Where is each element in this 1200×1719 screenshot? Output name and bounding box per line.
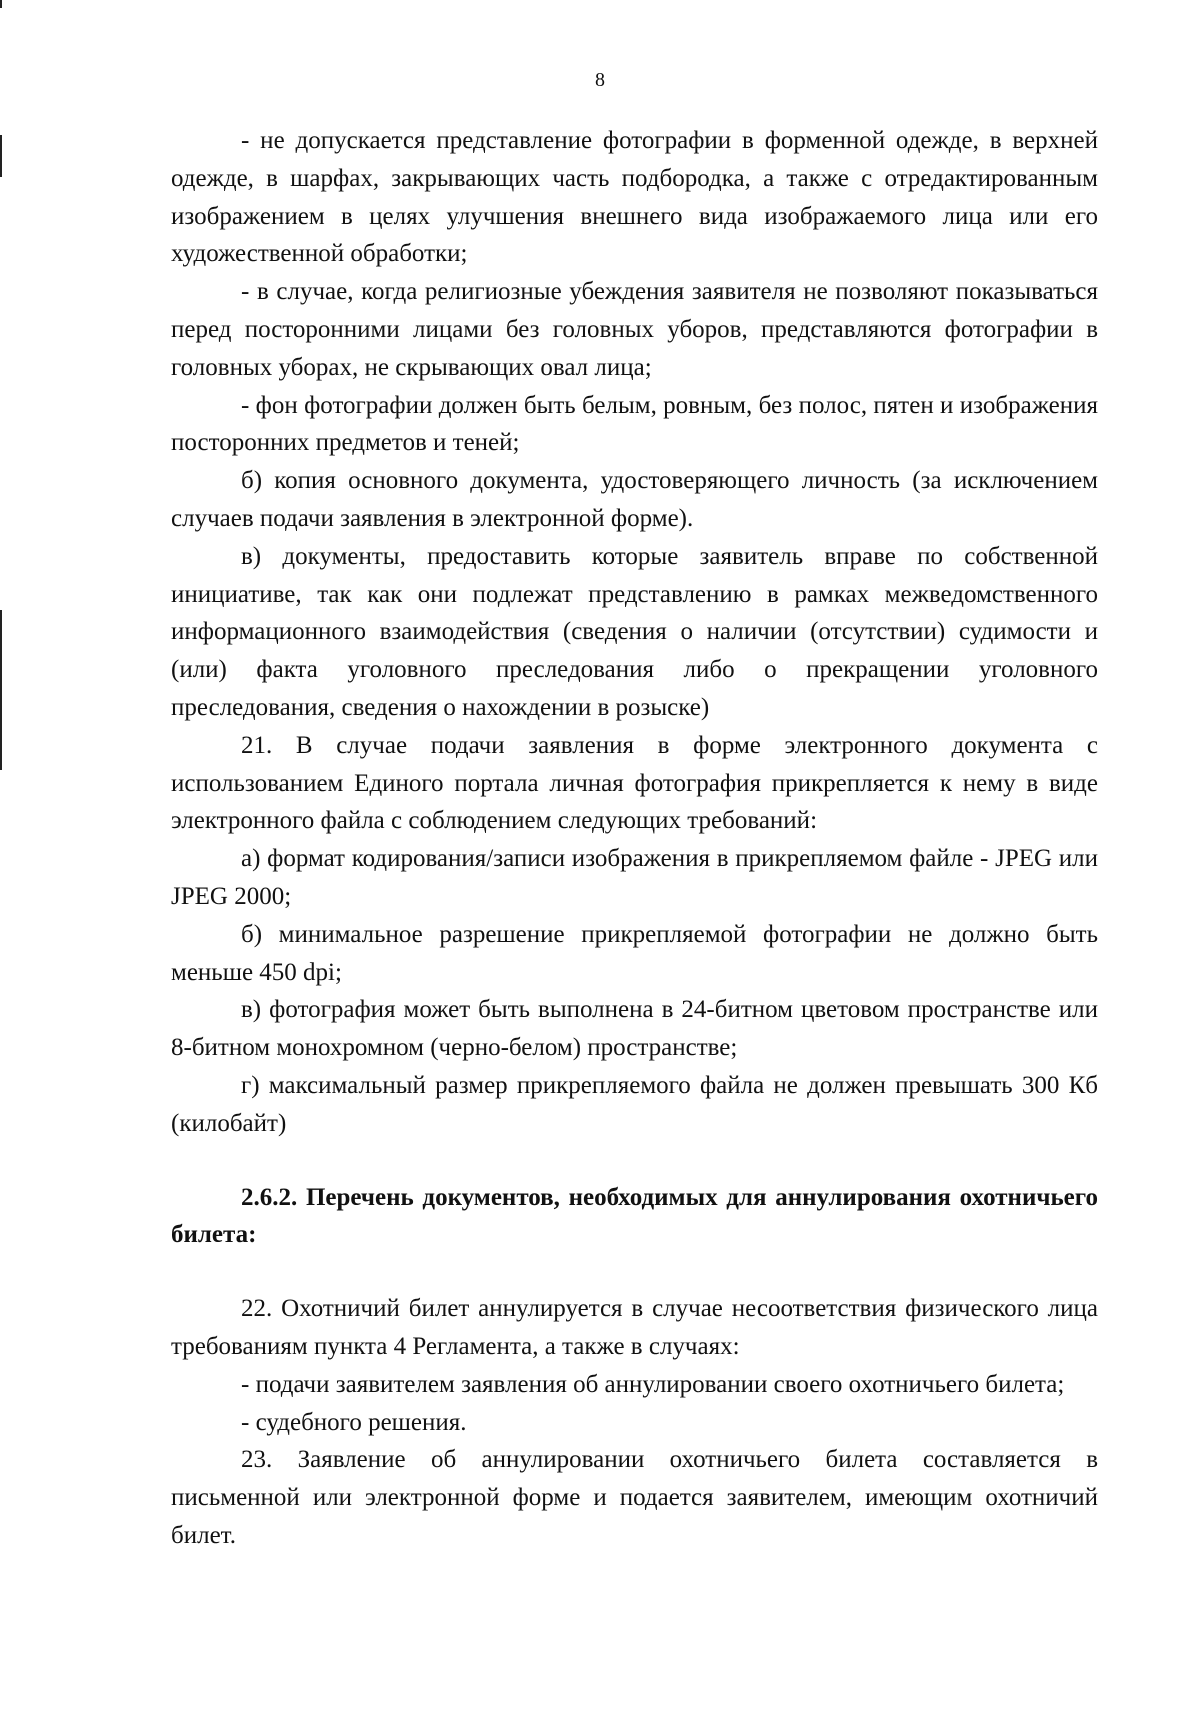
paragraph: 23. Заявление об аннулировании охотничьего билета составляется в письменной или электронной форме и подается заявителем, имеющим охотничий билет. — [171, 1446, 1098, 1549]
document-body — [171, 122, 1098, 1555]
scan-edge-mark-upper — [0, 135, 2, 177]
paragraph: г) максимальный размер прикрепляемого файла не должен превышать 300 Кб (килобайт) — [171, 1071, 1098, 1137]
paragraph: - судебного решения. — [241, 1408, 467, 1436]
section-heading: 2.6.2. Перечень документов, необходимых для аннулирования охотничьего билета: — [171, 1183, 1098, 1249]
paragraph: 22. Охотничий билет аннулируется в случае несоответствия физического лица требованиям пункта 4 Регламента, а также в случаях: — [171, 1295, 1098, 1360]
paragraph: а) формат кодирования/записи изображения в прикрепляемом файле - JPEG или JPEG 2000; — [171, 845, 1098, 910]
paragraph: 21. В случае подачи заявления в форме электронного документа с использованием Единого портала личная фотография прикрепляется к нему в виде электронного файла с соблюдением следующих требований: — [171, 731, 1098, 835]
paragraph: в) документы, предоставить которые заявитель вправе по собственной инициативе, так как они подлежат представлению в рамках межведомственного информационного взаимодействия (сведения о наличии (отсутствии) судимости и (или) факта уголовного преследования либо о прекращении уголовного преследования, сведения о нахождении в розыске) — [171, 542, 1098, 721]
paragraph: - подачи заявителем заявления об аннулировании своего охотничьего билета; — [241, 1370, 1065, 1398]
paragraph: б) копия основного документа, удостоверяющего личность (за исключением случаев подачи заявления в электронной форме). — [171, 467, 1098, 532]
scan-edge-mark-middle — [0, 610, 2, 770]
paragraph: - фон фотографии должен быть белым, ровным, без полос, пятен и изображения посторонних предметов и теней; — [171, 391, 1098, 457]
scan-edge-mark-top — [0, 0, 2, 8]
page-number: 8 — [595, 69, 605, 91]
paragraph: - не допускается представление фотографии в форменной одежде, в верхней одежде, в шарфах, закрывающих часть подбородка, а также с отредактированным изображением в целях улучшения внешнего вида изображаемого лица или его художественной обработки; — [171, 127, 1098, 268]
paragraph: в) фотография может быть выполнена в 24-битном цветовом пространстве или 8-битном монохромном (черно-белом) пространстве; — [171, 996, 1098, 1062]
paragraph: б) минимальное разрешение прикрепляемой фотографии не должно быть меньше 450 dpi; — [171, 920, 1098, 986]
paragraph: - в случае, когда религиозные убеждения заявителя не позволяют показываться перед посторонними лицами без головных уборов, представляются фотографии в головных уборах, не скрывающих овал лица; — [171, 278, 1098, 381]
